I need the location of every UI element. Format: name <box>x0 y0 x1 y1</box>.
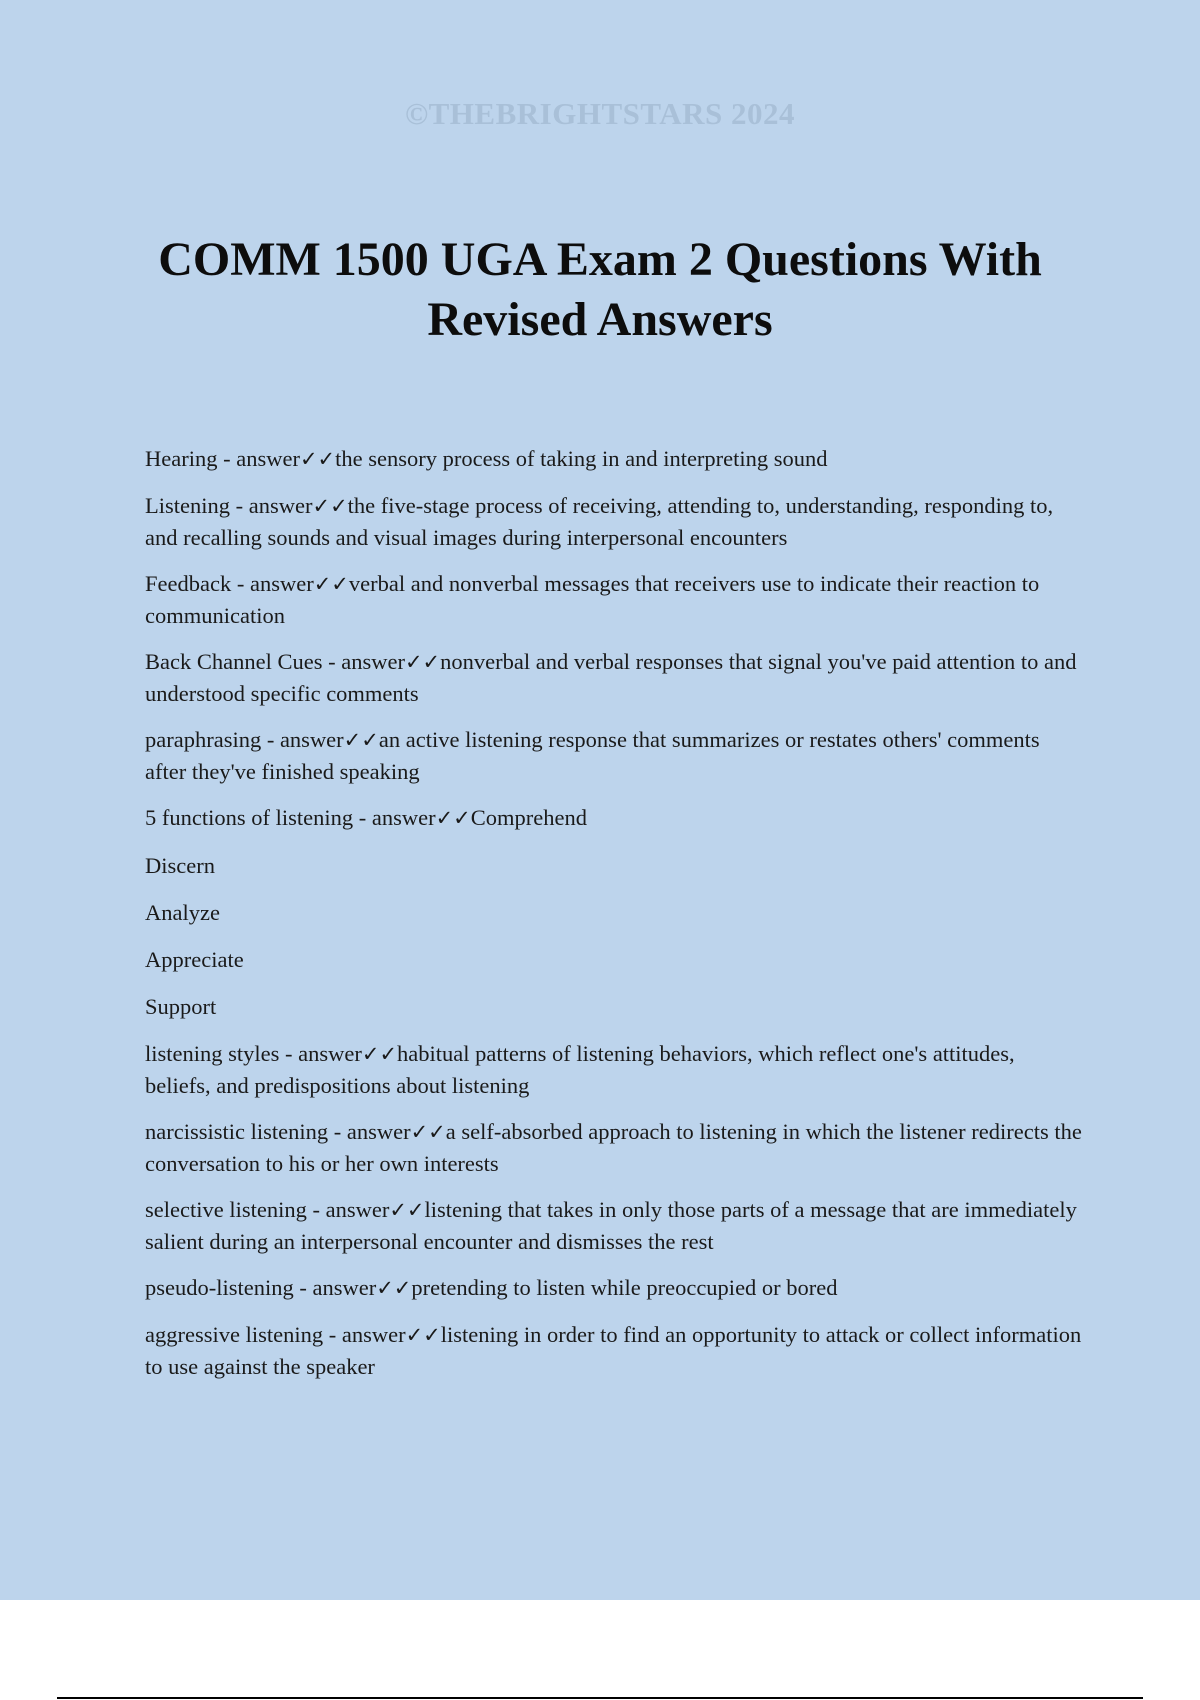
qa-entry <box>145 1194 1085 1257</box>
qa-entry <box>145 1272 1085 1304</box>
function-item: Appreciate <box>145 947 244 972</box>
entry-term: Listening <box>145 493 230 518</box>
function-item: Support <box>145 994 217 1019</box>
document-title: COMM 1500 UGA Exam 2 Questions With Revised Answers <box>158 233 1042 346</box>
entry-definition: a self-absorbed approach to listening in which the listener redirects the conversation to his or her own interests <box>145 1119 1082 1176</box>
entry-term: aggressive listening <box>145 1322 324 1347</box>
qa-entry <box>145 1319 1085 1382</box>
answer-marker: - answer <box>279 1041 362 1066</box>
answer-marker: - answer <box>261 727 344 752</box>
checkmark-icon: ✓✓ <box>410 1120 446 1144</box>
entry-term: paraphrasing <box>145 727 262 752</box>
answer-marker: - answer <box>231 571 314 596</box>
qa-entry <box>145 490 1085 553</box>
entry-definition: verbal and nonverbal messages that receivers use to indicate their reaction to communication <box>145 571 1040 628</box>
entry-term: Back Channel Cues <box>145 649 323 674</box>
checkmark-icon: ✓✓ <box>299 447 336 471</box>
entry-term: 5 functions of listening <box>145 805 354 830</box>
qa-entry <box>145 802 1085 834</box>
answer-marker: - answer <box>306 1197 390 1222</box>
qa-entry <box>145 443 1085 475</box>
checkmark-icon: ✓✓ <box>404 650 441 674</box>
checkmark-icon: ✓✓ <box>313 572 349 596</box>
qa-entry <box>145 1116 1085 1179</box>
entry-definition: pretending to listen while preoccupied or bored <box>411 1275 838 1300</box>
entry-term: listening styles <box>145 1041 280 1066</box>
checkmark-icon: ✓✓ <box>405 1323 441 1347</box>
qa-entry <box>145 646 1085 709</box>
qa-entry <box>145 1038 1085 1101</box>
entry-definition: listening in order to find an opportunity to attack or collect information to use against the speaker <box>145 1322 1082 1379</box>
answer-marker: - answer <box>217 446 300 471</box>
answer-marker: - answer <box>328 1119 411 1144</box>
entry-definition: nonverbal and verbal responses that signal you've paid attention to and understood specific comments <box>145 649 1077 706</box>
qa-entry <box>145 568 1085 631</box>
function-item: Analyze <box>145 900 220 925</box>
entry-term: Feedback <box>145 571 232 596</box>
qa-entry <box>145 724 1085 787</box>
checkmark-icon: ✓✓ <box>435 806 471 830</box>
page-break-divider <box>57 1697 1143 1699</box>
entry-definition: an active listening response that summarizes or restates others' comments after they've finished speaking <box>145 727 1040 784</box>
entry-term: pseudo-listening <box>145 1275 294 1300</box>
entry-definition: the sensory process of taking in and interpreting sound <box>335 446 828 471</box>
entry-term: Hearing <box>145 446 218 471</box>
entry-definition: listening that takes in only those parts of a message that are immediately salient during an interpersonal encounter and dismisses the rest <box>145 1197 1077 1254</box>
answer-marker: - answer <box>230 493 313 518</box>
entry-definition: Comprehend <box>470 805 588 830</box>
checkmark-icon: ✓✓ <box>389 1198 425 1222</box>
answer-marker: - answer <box>323 1322 406 1347</box>
answer-marker: - answer <box>322 649 405 674</box>
watermark: ©THEBRIGHTSTARS 2024 <box>404 96 796 131</box>
answer-marker: - answer <box>353 805 436 830</box>
entry-term: narcissistic listening <box>145 1119 329 1144</box>
entry-definition: habitual patterns of listening behaviors, which reflect one's attitudes, beliefs, and predispositions about listening <box>145 1041 1015 1098</box>
checkmark-icon: ✓✓ <box>376 1276 412 1300</box>
entry-definition: the five-stage process of receiving, attending to, understanding, responding to, and recalling sounds and visual images during interpersonal encounters <box>145 493 1054 550</box>
checkmark-icon: ✓✓ <box>361 1042 398 1066</box>
qa-list <box>145 443 1085 1397</box>
checkmark-icon: ✓✓ <box>343 728 379 752</box>
checkmark-icon: ✓✓ <box>312 494 348 518</box>
entry-term: selective listening <box>145 1197 307 1222</box>
function-item: Discern <box>145 853 215 878</box>
answer-marker: - answer <box>293 1275 377 1300</box>
